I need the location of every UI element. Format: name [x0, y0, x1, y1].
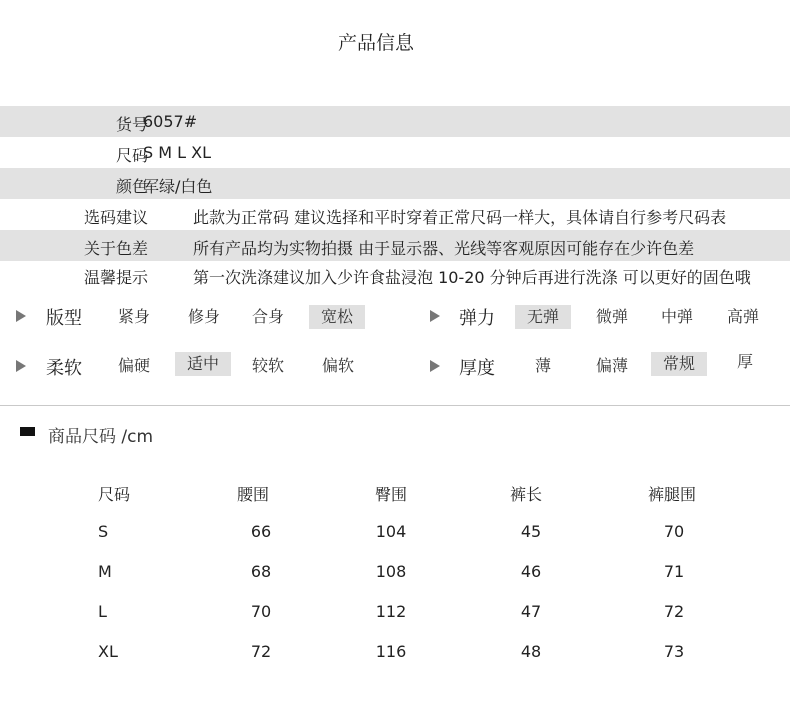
info-value: 6057#	[143, 112, 198, 131]
attr-label-elasticity: 弹力	[459, 308, 495, 329]
option-elasticity-slight: 微弹	[595, 307, 628, 326]
table-header: 臀围	[374, 485, 407, 504]
table-cell: XL	[98, 642, 118, 661]
option-thickness-regular-selected: 常规	[651, 352, 707, 376]
table-cell: 108	[375, 562, 407, 581]
table-header: 腰围	[236, 485, 269, 504]
info-row-item-number	[0, 106, 790, 137]
section-divider	[0, 405, 790, 406]
option-fit-tight: 紧身	[117, 307, 150, 326]
option-softness-soft: 较软	[251, 356, 284, 375]
info-value: 军绿/白色	[143, 177, 213, 196]
info-value: 所有产品均为实物拍摄 由于显示器、光线等客观原因可能存在少许色差	[193, 239, 695, 258]
table-cell: 116	[375, 642, 407, 661]
attributes-row-1	[0, 302, 790, 332]
table-cell: 73	[663, 642, 685, 661]
table-header: 裤腿围	[647, 485, 696, 504]
option-softness-medium-selected: 适中	[175, 352, 231, 376]
table-cell: 72	[250, 642, 272, 661]
table-cell: 70	[250, 602, 272, 621]
attr-label-thickness: 厚度	[459, 358, 495, 379]
option-elasticity-none-selected: 无弹	[515, 305, 571, 329]
info-row-color-difference	[0, 230, 790, 261]
table-cell: 112	[375, 602, 407, 621]
info-row-size-advice	[0, 199, 790, 230]
table-cell: 47	[520, 602, 542, 621]
info-label: 关于色差	[83, 239, 148, 258]
info-value: S M L XL	[143, 143, 212, 162]
attr-label-softness: 柔软	[46, 358, 82, 379]
option-softness-hard: 偏硬	[117, 356, 150, 375]
info-row-tips	[0, 259, 790, 290]
option-fit-loose-selected: 宽松	[309, 305, 365, 329]
info-label: 温馨提示	[83, 268, 148, 287]
table-cell: 68	[250, 562, 272, 581]
table-cell: 46	[520, 562, 542, 581]
info-label: 货号	[115, 115, 148, 134]
attributes-row-2	[0, 352, 790, 382]
info-label: 选码建议	[83, 208, 148, 227]
triangle-right-icon	[16, 360, 26, 372]
option-fit-slim: 修身	[187, 307, 220, 326]
square-bullet-icon	[20, 427, 35, 436]
option-softness-softer: 偏软	[321, 356, 354, 375]
triangle-right-icon	[430, 360, 440, 372]
table-cell: 45	[520, 522, 542, 541]
table-cell: L	[98, 602, 107, 621]
table-cell: 48	[520, 642, 542, 661]
option-elasticity-high: 高弹	[726, 307, 759, 326]
table-cell: 71	[663, 562, 685, 581]
triangle-right-icon	[16, 310, 26, 322]
option-thickness-thick: 厚	[736, 352, 753, 371]
option-thickness-thin: 薄	[534, 356, 551, 375]
info-row-color	[0, 168, 790, 199]
triangle-right-icon	[430, 310, 440, 322]
table-cell: M	[98, 562, 112, 581]
table-cell: 66	[250, 522, 272, 541]
page-title: 产品信息	[337, 32, 414, 54]
table-cell: 70	[663, 522, 685, 541]
table-header: 尺码	[98, 485, 131, 504]
info-row-sizes	[0, 137, 790, 168]
info-label: 尺码	[115, 146, 148, 165]
info-label: 颜色	[115, 177, 148, 196]
attr-label-fit: 版型	[46, 308, 82, 329]
info-value: 第一次洗涤建议加入少许食盐浸泡 10-20 分钟后再进行洗涤 可以更好的固色哦	[193, 268, 751, 287]
option-fit-regular: 合身	[251, 307, 284, 326]
size-chart-title: 商品尺码 /cm	[48, 427, 154, 447]
table-cell: S	[98, 522, 109, 541]
option-thickness-thinner: 偏薄	[595, 356, 628, 375]
option-elasticity-medium: 中弹	[660, 307, 693, 326]
info-value: 此款为正常码 建议选择和平时穿着正常尺码一样大，具体请自行参考尺码表	[193, 208, 727, 227]
table-header: 裤长	[509, 485, 542, 504]
table-cell: 104	[375, 522, 407, 541]
table-cell: 72	[663, 602, 685, 621]
